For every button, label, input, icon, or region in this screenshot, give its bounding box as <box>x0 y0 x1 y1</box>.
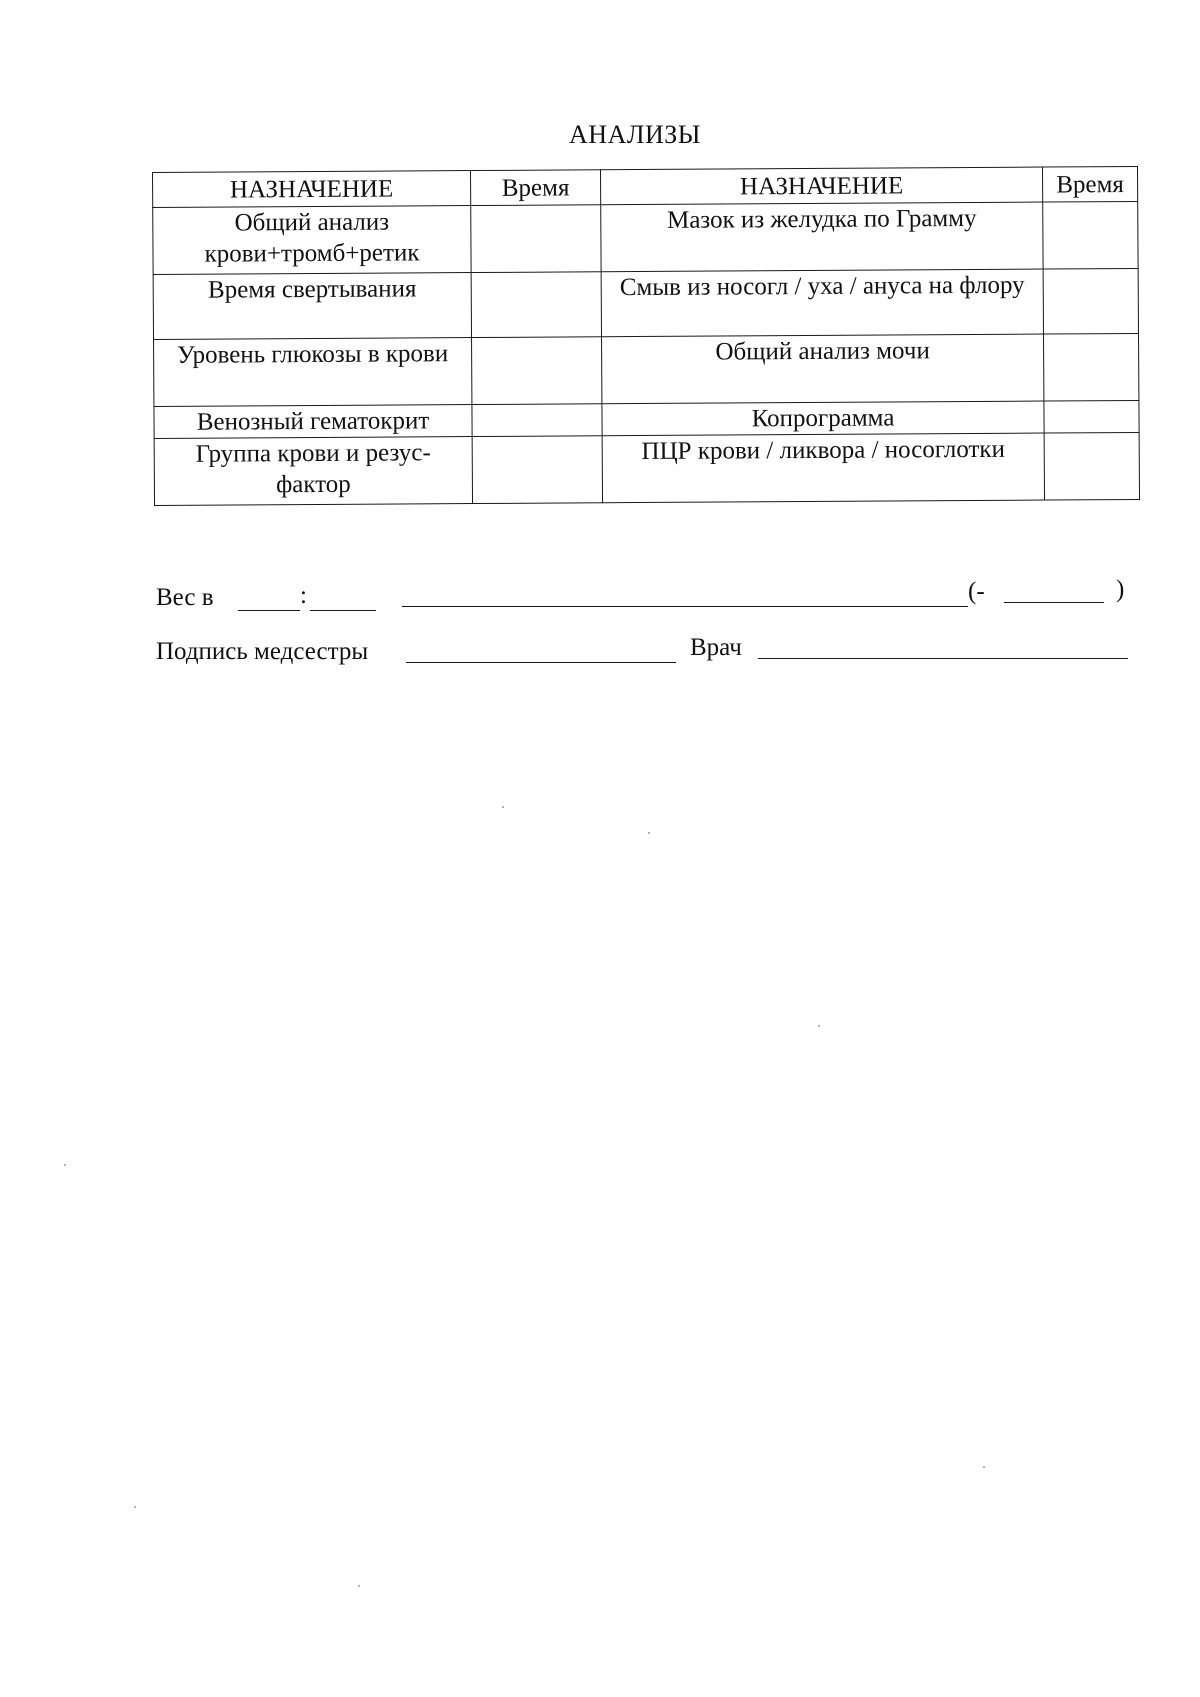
header-time-left: Время <box>470 170 600 206</box>
time-cell[interactable] <box>471 205 601 273</box>
time-cell[interactable] <box>1043 268 1138 334</box>
header-time-right: Время <box>1042 166 1137 202</box>
scan-speck <box>134 1506 136 1508</box>
table-row <box>154 333 1139 406</box>
weight-difference-field[interactable] <box>1004 602 1104 603</box>
assignment-cell: Мазок из желудка по Грамму <box>601 202 1043 272</box>
assignment-cell: Уровень глюкозы в крови <box>154 338 472 407</box>
weight-paren-open: (- <box>968 578 985 605</box>
header-assignment-left: НАЗНАЧЕНИЕ <box>153 171 471 208</box>
table-row <box>153 201 1138 274</box>
time-cell[interactable] <box>472 337 602 405</box>
scan-speck <box>983 1466 985 1468</box>
time-cell[interactable] <box>1044 432 1139 500</box>
time-cell[interactable] <box>471 272 601 338</box>
scan-speck <box>502 806 504 808</box>
page-title: АНАЛИЗЫ <box>569 120 701 149</box>
header-assignment-right: НАЗНАЧЕНИЕ <box>600 167 1042 205</box>
assignment-cell: Общий анализ мочи <box>602 334 1044 404</box>
nurse-signature-field[interactable] <box>406 662 676 663</box>
table-row <box>154 432 1139 505</box>
analyses-table <box>152 166 1140 506</box>
scan-speck <box>64 1164 66 1166</box>
time-cell[interactable] <box>1043 201 1138 269</box>
time-cell[interactable] <box>1044 400 1139 433</box>
weight-label: Вес в <box>156 584 214 611</box>
assignment-cell: Венозный гематокрит <box>154 405 472 439</box>
assignment-cell: ПЦР крови / ликвора / носоглотки <box>602 433 1044 503</box>
table-header-row <box>153 166 1138 207</box>
time-cell[interactable] <box>472 436 602 504</box>
doctor-label: Врач <box>690 634 742 661</box>
weight-time-separator: : <box>300 582 307 609</box>
doctor-signature-field[interactable] <box>758 658 1128 659</box>
assignment-cell: Время свертывания <box>153 273 471 340</box>
assignment-cell: Общий анализ крови+тромб+ретик <box>153 206 471 275</box>
weight-minute-field[interactable] <box>310 610 376 611</box>
assignment-cell: Группа крови и резус-фактор <box>154 437 472 506</box>
assignment-cell: Смыв из носогл / уха / ануса на флору <box>601 269 1043 337</box>
nurse-signature-label: Подпись медсестры <box>156 638 369 665</box>
scan-speck <box>818 1025 820 1027</box>
table-row <box>153 268 1138 339</box>
weight-paren-close: ) <box>1116 576 1125 603</box>
scan-speck <box>358 1585 360 1587</box>
scan-speck <box>648 832 650 834</box>
weight-hour-field[interactable] <box>238 610 300 611</box>
time-cell[interactable] <box>472 404 602 437</box>
assignment-cell: Копрограмма <box>602 401 1044 436</box>
time-cell[interactable] <box>1044 333 1139 401</box>
weight-value-field[interactable] <box>402 606 968 607</box>
